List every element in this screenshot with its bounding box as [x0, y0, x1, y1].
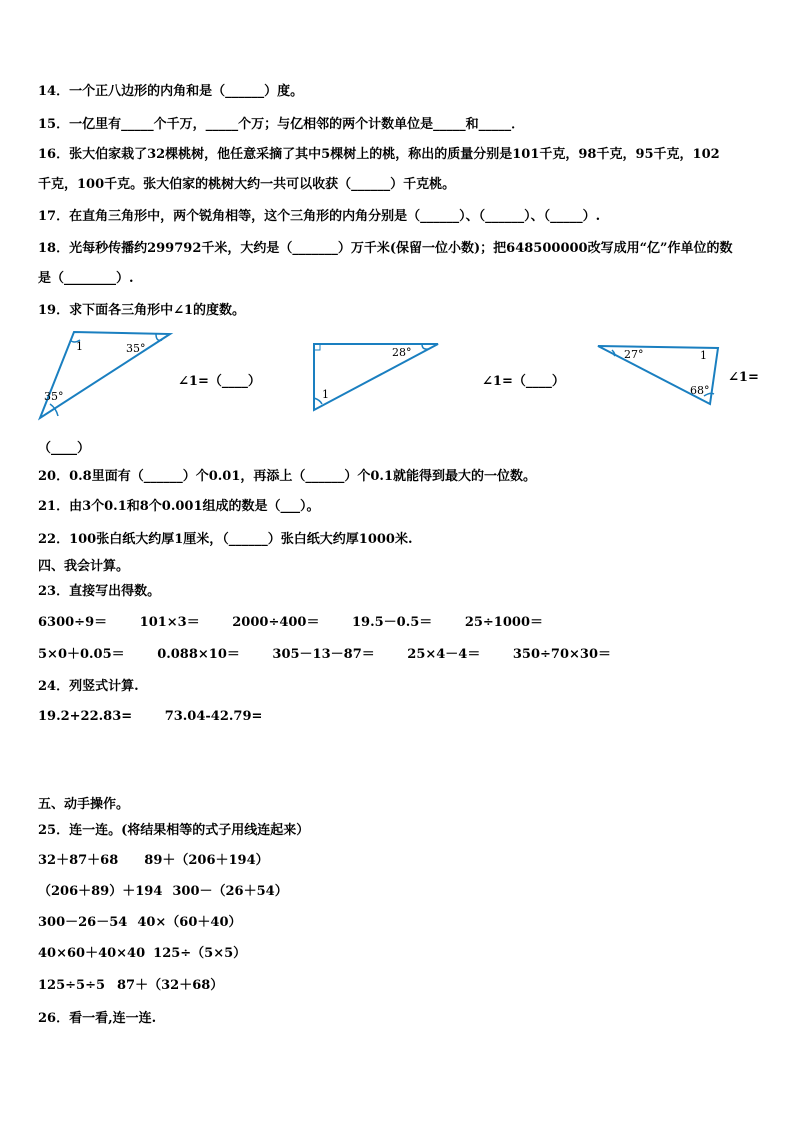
q24: 24．列竖式计算.: [38, 679, 139, 694]
match-row: [38, 945, 246, 963]
match-row: [38, 914, 242, 932]
t3-angle-top: 27°: [624, 348, 644, 361]
q21: 21．由3个0.1和8个0.001组成的数是（___）。: [38, 499, 320, 514]
calc24-row: [38, 708, 290, 726]
q25: 25．连一连。(将结果相等的式子用线连起来）: [38, 823, 310, 838]
t1-angle-bottom: 35°: [44, 390, 64, 403]
t3-answer-cont: （____）: [38, 441, 91, 456]
match-row: [38, 977, 223, 995]
section-5-title: 五、动手操作。: [38, 797, 130, 812]
q20: 20．0.8里面有（______）个0.01，再添上（______）个0.1就能得到最大的一位数。: [38, 469, 536, 484]
calc-item: 0.088×10＝: [157, 647, 240, 662]
q14: 14．一个正八边形的内角和是（______）度。: [38, 84, 304, 99]
q22: 22．100张白纸大约厚1厘米，（______）张白纸大约厚1000米.: [38, 532, 413, 547]
match-left: 125÷5÷5: [38, 978, 106, 993]
t2-answer: ∠1=（____）: [482, 374, 565, 389]
t3-label-1: 1: [700, 349, 707, 362]
q19: 19．求下面各三角形中∠1的度数。: [38, 303, 246, 318]
section-4-title: 四、我会计算。: [38, 559, 130, 574]
q18-line2: 是（________）.: [38, 271, 134, 286]
q17: 17．在直角三角形中，两个锐角相等，这个三角形的内角分别是（______）、（______）、（_____）.: [38, 209, 601, 224]
calc-item: 6300÷9＝: [38, 615, 108, 630]
match-right: 300－（26＋54）: [172, 884, 288, 899]
match-right: 40×（60＋40）: [137, 915, 242, 930]
match-left: 32＋87＋68: [38, 853, 119, 868]
t1-label-1: 1: [76, 340, 83, 353]
calc23-row2: [38, 646, 639, 664]
calc-item: 5×0＋0.05＝: [38, 647, 125, 662]
calc-item: 25×4－4＝: [407, 647, 481, 662]
q16-line2: 千克，100千克。张大伯家的桃树大约一共可以收获（______）千克桃。: [38, 177, 456, 192]
q18-line1: 18．光每秒传播约299792千米，大约是（_______）万千米(保留一位小数)；把648500000改写成用“亿”作单位的数: [38, 241, 733, 256]
calc-item: 305－13－87＝: [272, 647, 375, 662]
t3-angle-bottom: 68°: [690, 384, 710, 397]
match-right: 125÷（5×5）: [153, 946, 247, 961]
q23: 23．直接写出得数。: [38, 584, 161, 599]
t1-angle-top: 35°: [126, 342, 146, 355]
match-row: [38, 852, 269, 870]
triangle-2: [310, 340, 444, 414]
q26: 26．看一看,连一连.: [38, 1011, 157, 1026]
calc-item: 350÷70×30＝: [512, 647, 611, 662]
calc-item: 25÷1000＝: [464, 615, 543, 630]
calc-item: 73.04-42.79=: [164, 709, 263, 724]
match-left: 40×60＋40×40: [38, 946, 146, 961]
match-right: 87＋（32＋68）: [117, 978, 224, 993]
calc-item: 101×3＝: [139, 615, 200, 630]
t1-answer: ∠1=（____）: [178, 374, 261, 389]
calc-item: 2000÷400＝: [232, 615, 320, 630]
triangle-3: [594, 342, 724, 408]
q15: 15．一亿里有_____个千万，_____个万；与亿相邻的两个计数单位是_____和_____．: [38, 117, 525, 132]
calc-item: 19.2+22.83=: [38, 709, 133, 724]
match-left: （206＋89）＋194: [38, 884, 163, 899]
t3-answer: ∠1=: [728, 370, 759, 385]
triangle-1: [36, 326, 176, 422]
calc-item: 19.5－0.5＝: [352, 615, 433, 630]
calc23-row1: [38, 614, 571, 632]
match-right: 89＋（206＋194）: [144, 853, 269, 868]
t2-angle: 28°: [392, 346, 412, 359]
match-row: [38, 883, 288, 901]
t2-label-1: 1: [322, 388, 329, 401]
q16-line1: 16．张大伯家栽了32棵桃树，他任意采摘了其中5棵树上的桃，称出的质量分别是101千克，98千克，95千克，102: [38, 147, 720, 162]
match-left: 300－26－54: [38, 915, 128, 930]
